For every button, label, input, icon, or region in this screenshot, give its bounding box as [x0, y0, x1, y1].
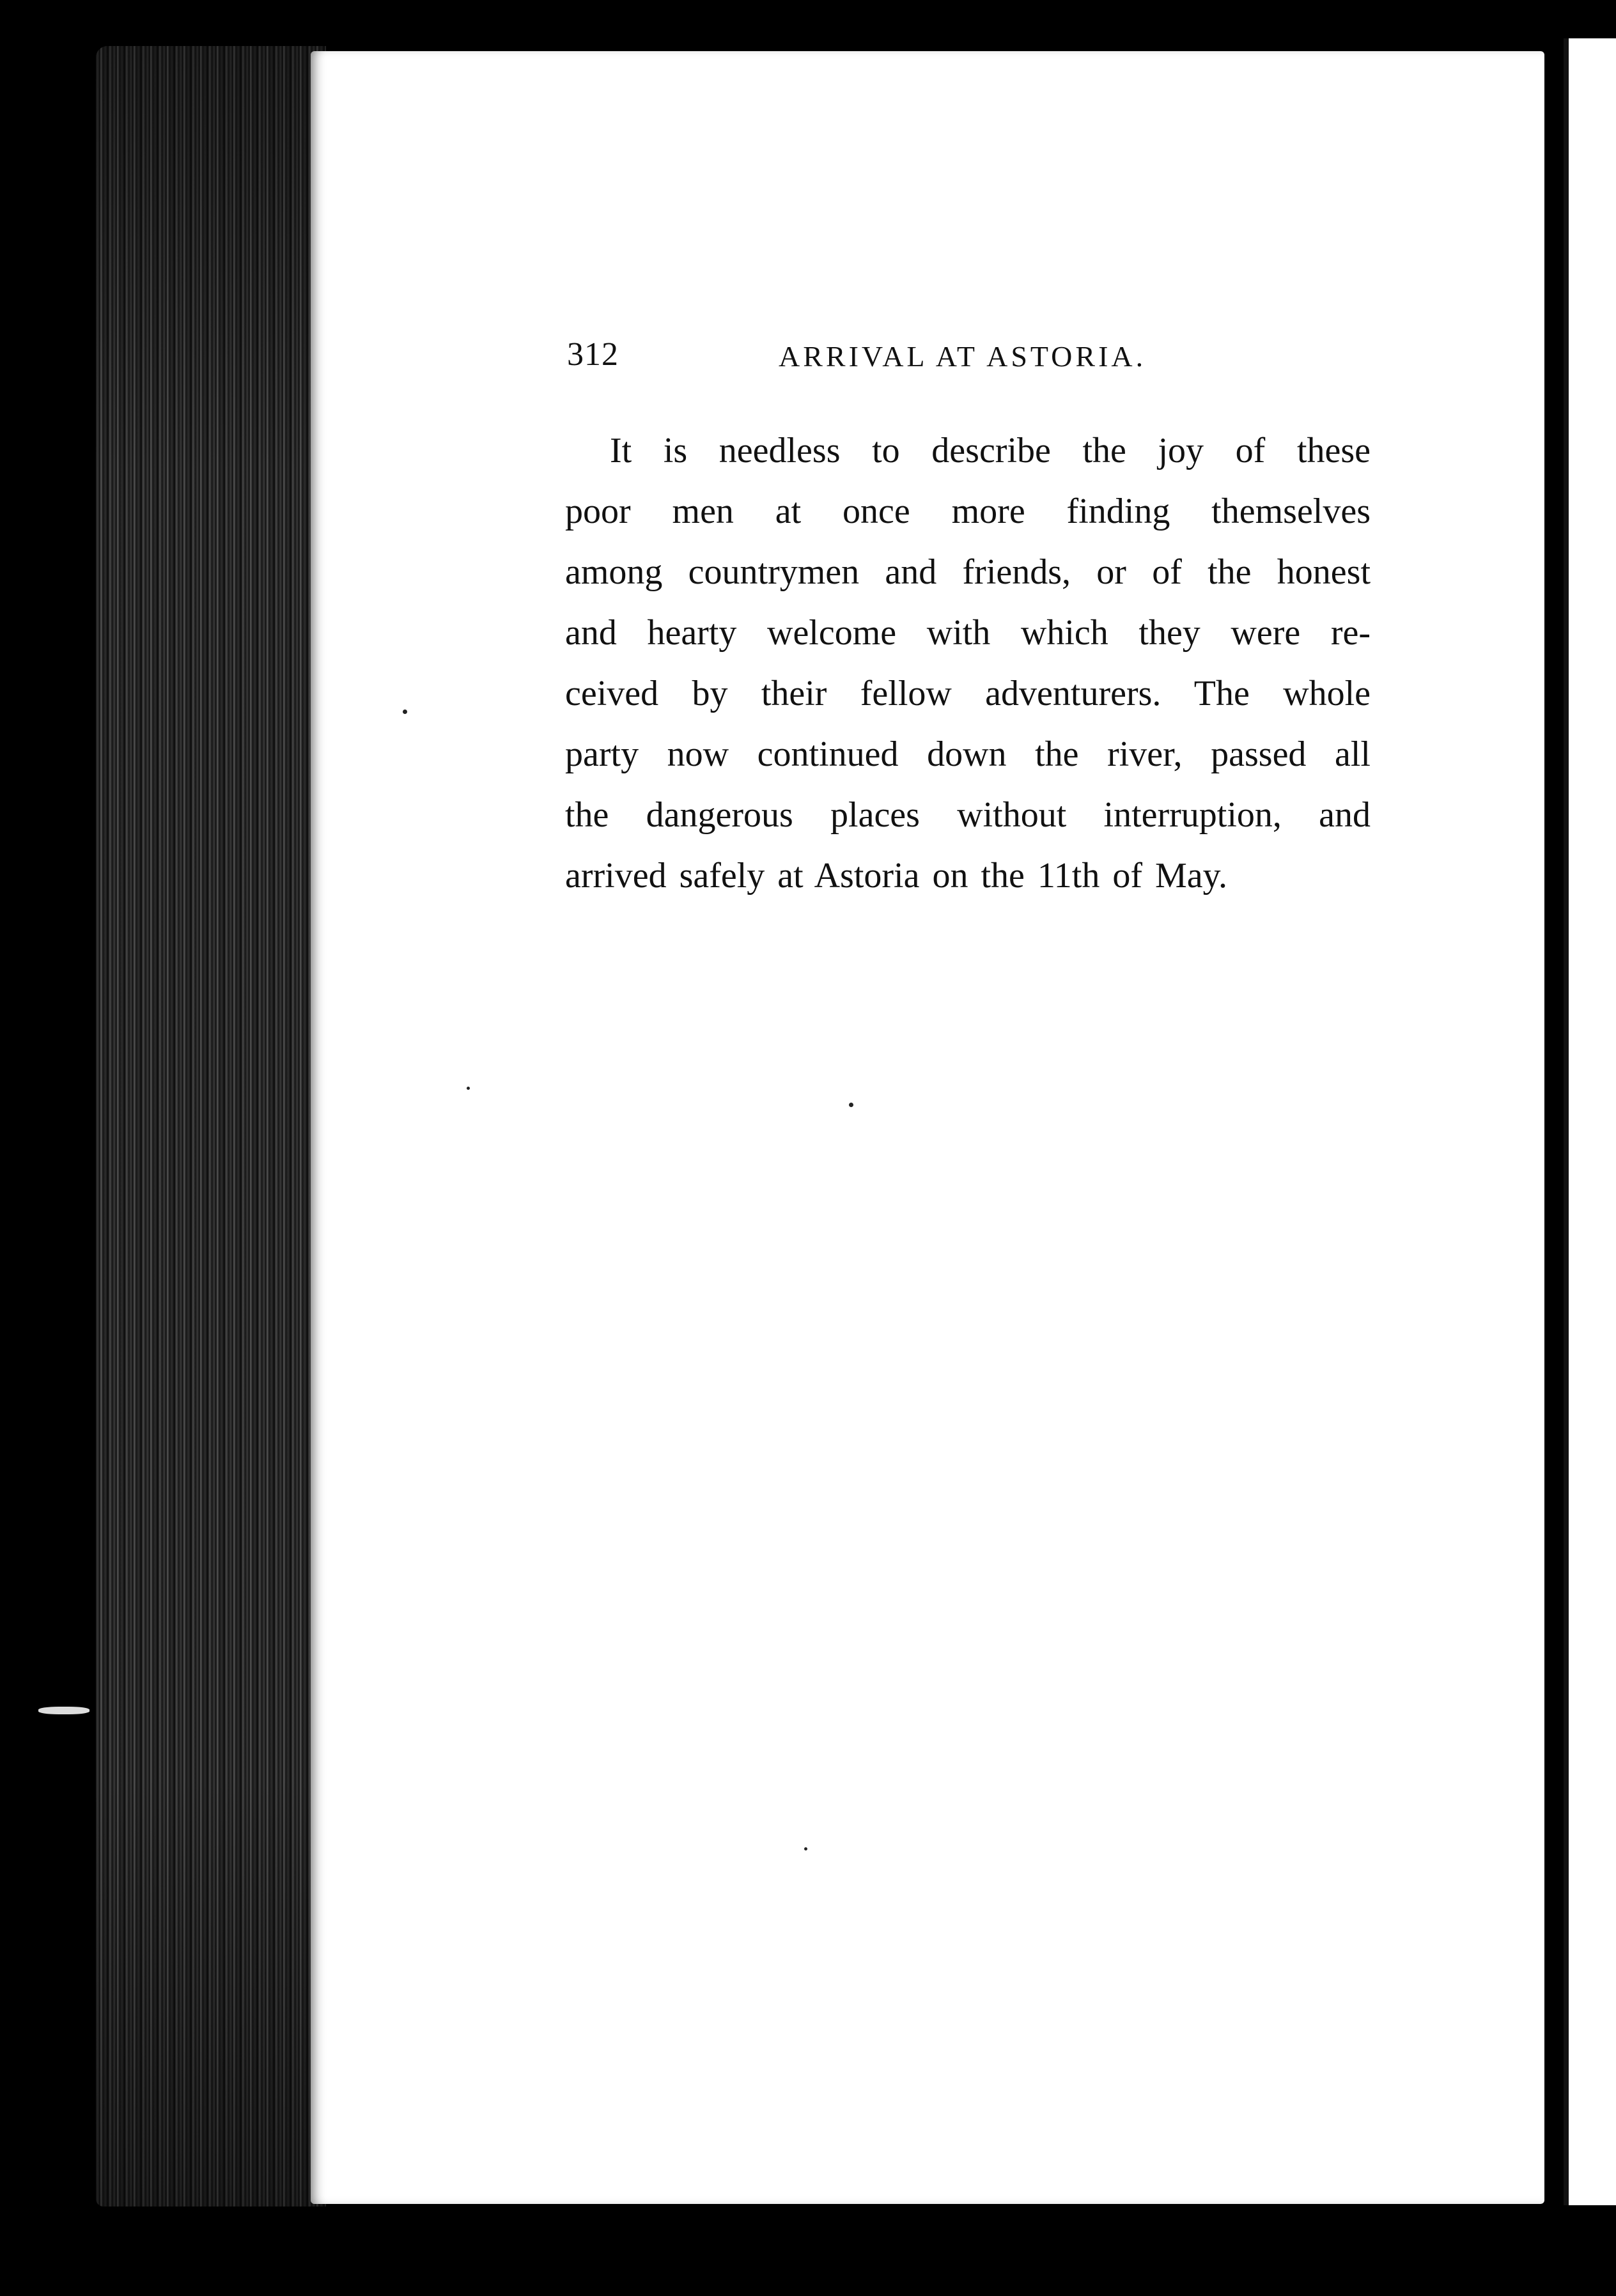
text-line: the dangerous places without interruption, and [565, 795, 1371, 835]
scan-speck [38, 1707, 89, 1714]
text-line: among countrymen and friends, or of the honest [565, 552, 1371, 592]
text-line: ceived by their fellow adventurers. The whole [565, 674, 1371, 713]
body-paragraph [565, 421, 1371, 906]
text-line: It is needless to describe the joy of these [610, 431, 1371, 470]
scan-speck [804, 1847, 807, 1850]
running-head [0, 336, 1616, 387]
text-line: arrived safely at Astoria on the 11th of May. [565, 856, 1228, 896]
scan-speck [403, 710, 407, 714]
running-title: ARRIVAL AT ASTORIA. [779, 340, 1147, 373]
page-number: 312 [567, 336, 619, 373]
text-line: and hearty welcome with which they were re- [565, 613, 1371, 653]
scan-speck [849, 1103, 853, 1107]
scan-speck [467, 1087, 470, 1090]
text-line: party now continued down the river, passed all [565, 734, 1371, 774]
text-line: poor men at once more finding themselves [565, 492, 1371, 531]
